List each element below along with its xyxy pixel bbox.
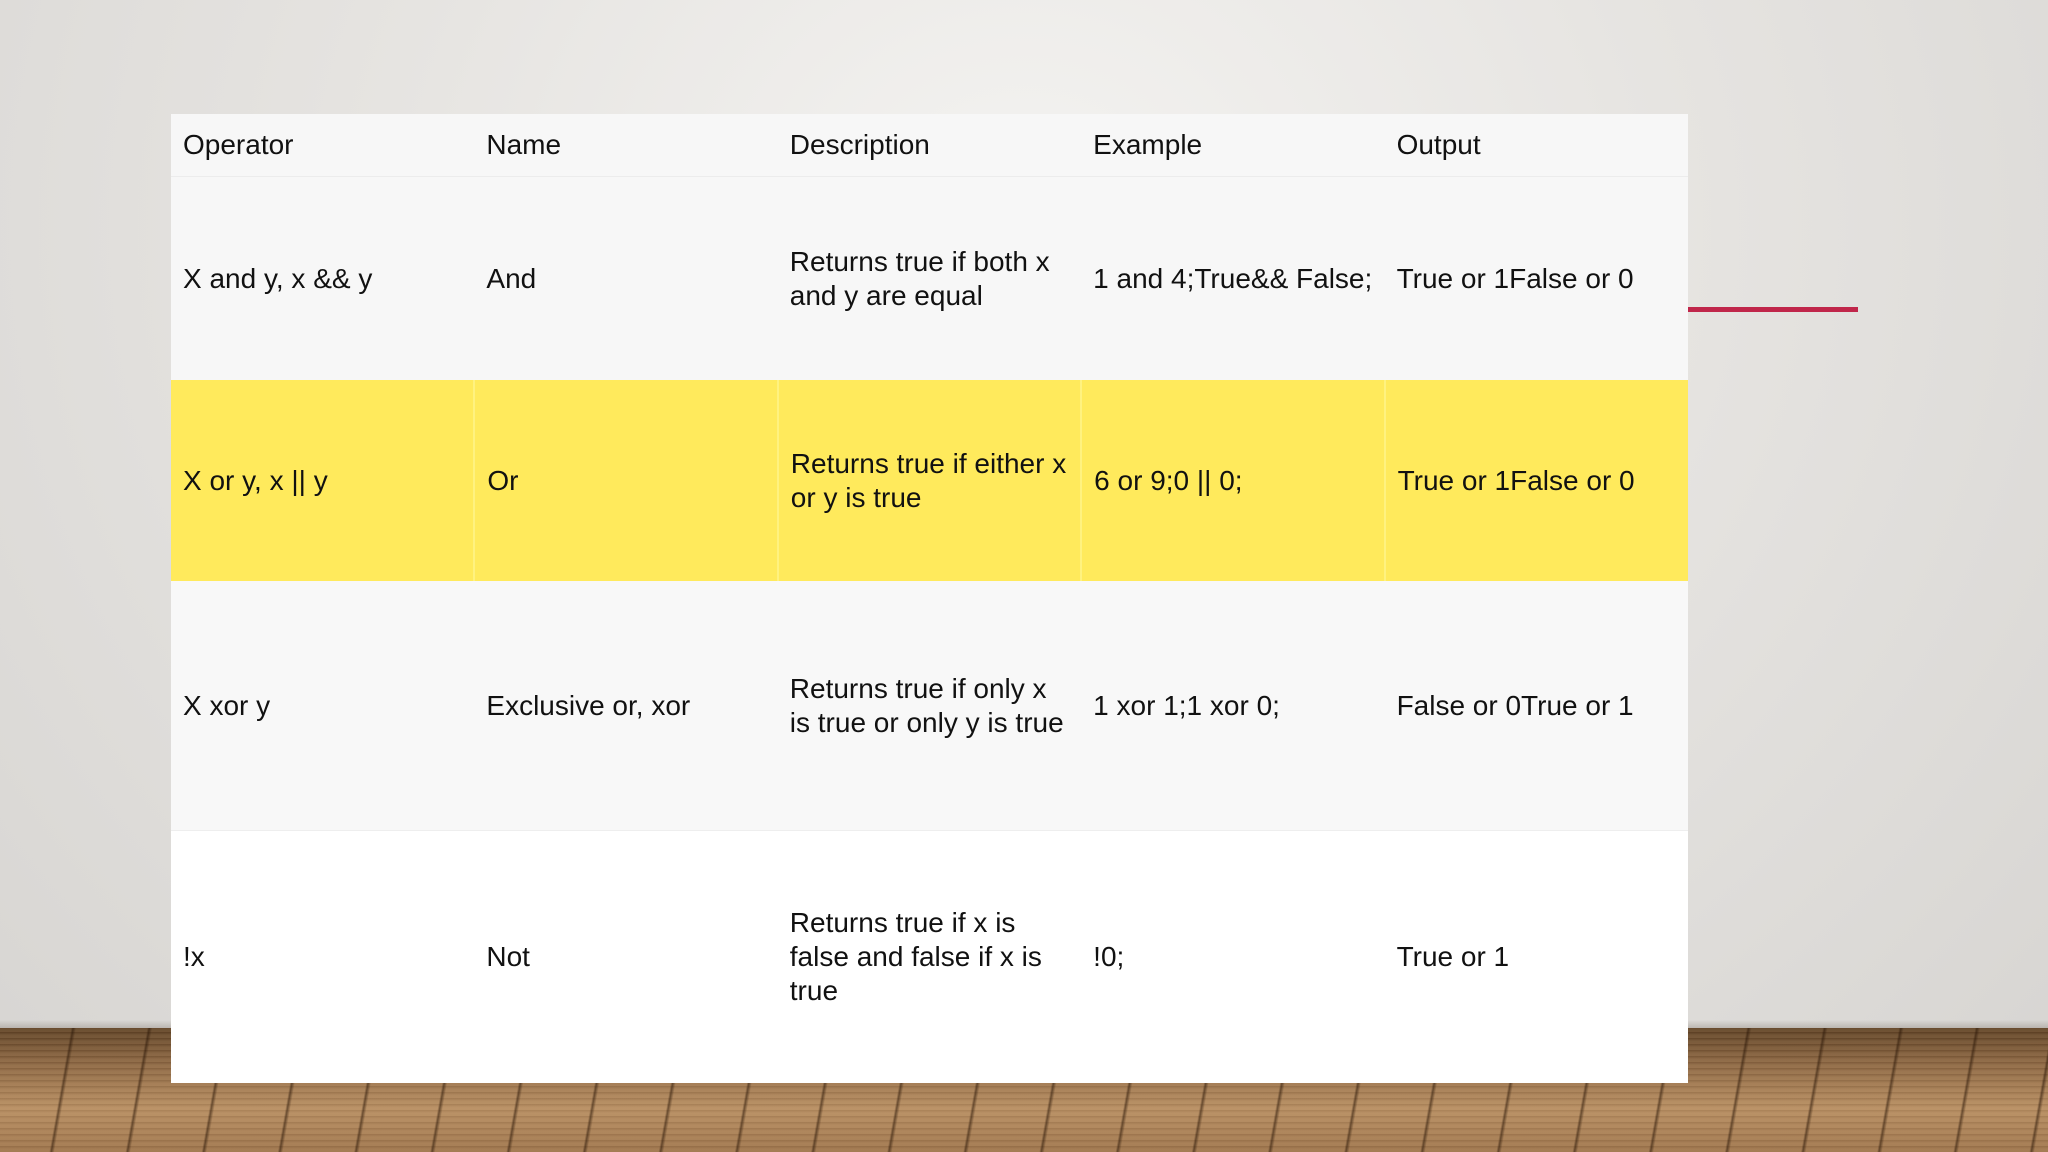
cell-description: Returns true if only x is true or only y is true (778, 581, 1081, 831)
cell-description: Returns true if both x and y are equal (778, 177, 1081, 381)
header-operator: Operator (171, 114, 474, 177)
cell-name: Not (474, 831, 777, 1084)
cell-output: True or 1False or 0 (1385, 177, 1688, 381)
accent-line (1688, 307, 1858, 312)
header-description: Description (778, 114, 1081, 177)
cell-operator: X xor y (171, 581, 474, 831)
table-row (171, 831, 1688, 1084)
table-row (171, 177, 1688, 381)
cell-example: 1 xor 1;1 xor 0; (1081, 581, 1384, 831)
cell-name: And (474, 177, 777, 381)
header-example: Example (1081, 114, 1384, 177)
header-name: Name (474, 114, 777, 177)
cell-example: 1 and 4;True&& False; (1081, 177, 1384, 381)
cell-example: !0; (1081, 831, 1384, 1084)
table-header-row (171, 114, 1688, 177)
cell-description: Returns true if x is false and false if x is true (778, 831, 1081, 1084)
logical-operators-table (171, 114, 1688, 1083)
cell-output: True or 1 (1385, 831, 1688, 1084)
cell-operator: X or y, x || y (171, 380, 474, 581)
table-row-highlighted (171, 380, 1688, 581)
cell-operator: !x (171, 831, 474, 1084)
cell-name: Or (474, 380, 777, 581)
cell-output: False or 0True or 1 (1385, 581, 1688, 831)
cell-description: Returns true if either x or y is true (778, 380, 1081, 581)
cell-example: 6 or 9;0 || 0; (1081, 380, 1384, 581)
header-output: Output (1385, 114, 1688, 177)
cell-output: True or 1False or 0 (1385, 380, 1688, 581)
cell-name: Exclusive or, xor (474, 581, 777, 831)
operator-table-card (171, 114, 1688, 1082)
cell-operator: X and y, x && y (171, 177, 474, 381)
table-row (171, 581, 1688, 831)
